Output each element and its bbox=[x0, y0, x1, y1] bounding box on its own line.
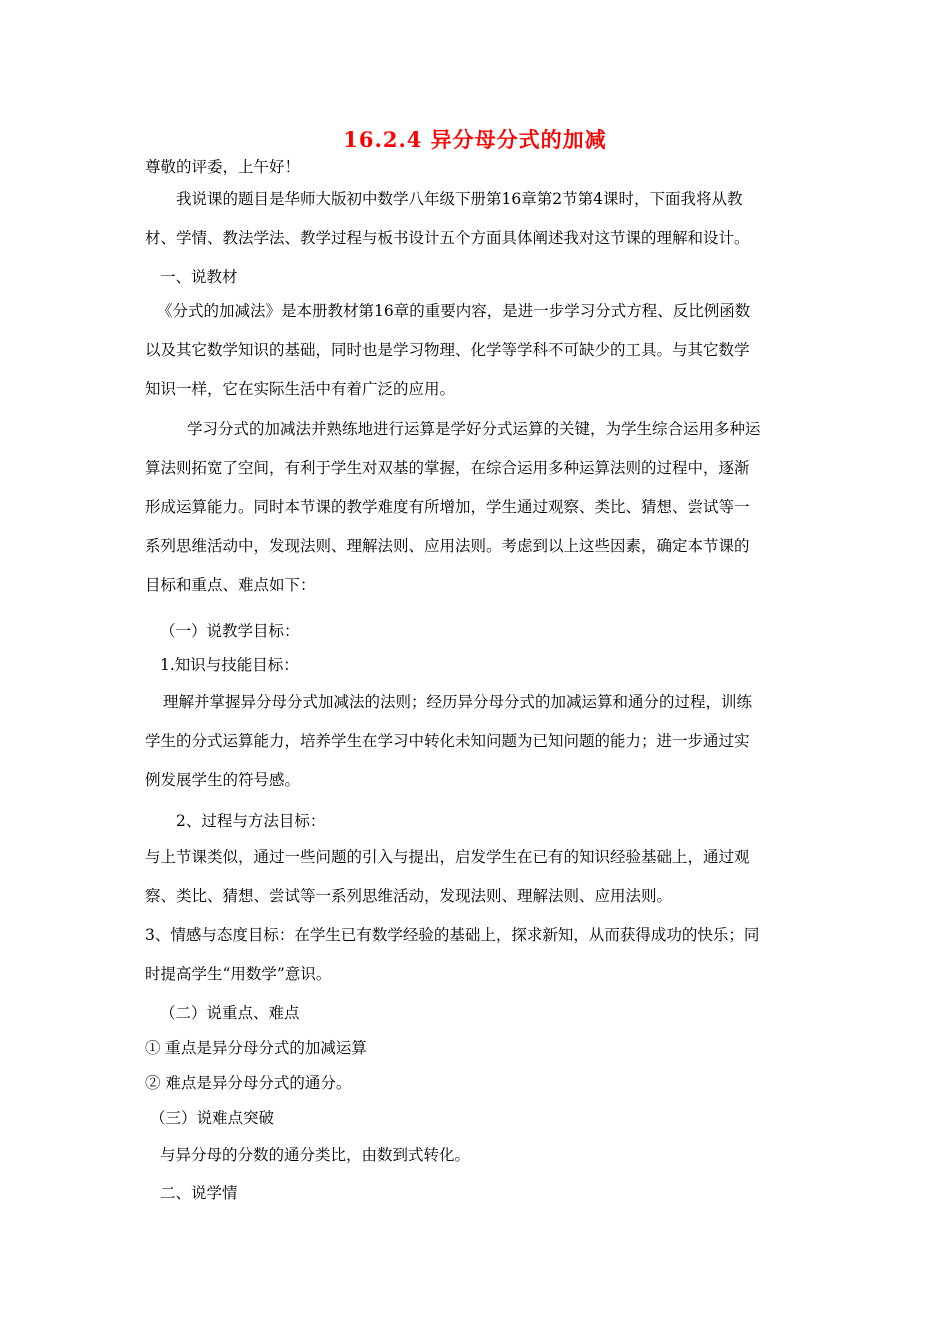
breakthrough-text: 与异分母的分数的通分类比，由数到式转化。 bbox=[160, 1146, 471, 1164]
goal1-line-3: 例发展学生的符号感。 bbox=[145, 771, 301, 789]
sub3-heading: （三）说难点突破 bbox=[150, 1109, 275, 1127]
goal3-line-2: 时提高学生“用数学”意识。 bbox=[145, 965, 332, 983]
importance-line-2: 算法则拓宽了空间，有利于学生对双基的掌握，在综合运用多种运算法则的过程中，逐渐 bbox=[145, 459, 750, 477]
intro-line-1: 我说课的题目是华师大版初中数学八年级下册第16章第2节第4课时，下面我将从教 bbox=[176, 190, 743, 208]
goal1-line-2: 学生的分式运算能力，培养学生在学习中转化未知问题为已知问题的能力；进一步通过实 bbox=[145, 732, 750, 750]
section2-heading: 二、说学情 bbox=[160, 1184, 238, 1202]
intro-paragraph bbox=[145, 180, 810, 258]
textbook-line-1: 《分式的加减法》是本册教材第16章的重要内容，是进一步学习分式方程、反比例函数 bbox=[157, 302, 751, 320]
document-title: 16.2.4 异分母分式的加减 bbox=[343, 127, 607, 152]
textbook-line-2: 以及其它数学知识的基础，同时也是学习物理、化学等学科不可缺少的工具。与其它数学 bbox=[145, 341, 750, 359]
key-point: ① 重点是异分母分式的加减运算 bbox=[145, 1039, 367, 1057]
importance-line-4: 系列思维活动中，发现法则、理解法则、应用法则。考虑到以上这些因素，确定本节课的 bbox=[145, 537, 750, 555]
goal1-paragraph bbox=[145, 683, 810, 800]
goal2-paragraph bbox=[145, 838, 810, 916]
goal3-line-1: 3、情感与态度目标：在学生已有数学经验的基础上，探求新知，从而获得成功的快乐；同 bbox=[145, 926, 760, 944]
goal2-line-1: 与上节课类似，通过一些问题的引入与提出，启发学生在已有的知识经验基础上，通过观 bbox=[145, 848, 750, 866]
greeting: 尊敬的评委，上午好！ bbox=[145, 158, 301, 176]
intro-line-2: 材、学情、教法学法、教学过程与板书设计五个方面具体阐述我对这节课的理解和设计。 bbox=[145, 229, 750, 247]
difficult-point: ② 难点是异分母分式的通分。 bbox=[145, 1074, 352, 1092]
importance-paragraph bbox=[145, 410, 810, 605]
textbook-line-3: 知识一样，它在实际生活中有着广泛的应用。 bbox=[145, 380, 456, 398]
section1-heading: 一、说教材 bbox=[160, 268, 238, 286]
sub2-heading: （二）说重点、难点 bbox=[160, 1004, 300, 1022]
goal3-paragraph bbox=[145, 916, 810, 994]
goal1-heading: 1.知识与技能目标： bbox=[160, 656, 299, 674]
goal2-heading: 2、过程与方法目标： bbox=[176, 812, 326, 830]
importance-line-3: 形成运算能力。同时本节课的教学难度有所增加，学生通过观察、类比、猜想、尝试等一 bbox=[145, 498, 750, 516]
sub1-heading: （一）说教学目标： bbox=[160, 622, 300, 640]
goal1-line-1: 理解并掌握异分母分式加减法的法则；经历异分母分式的加减运算和通分的过程，训练 bbox=[163, 693, 753, 711]
importance-line-5: 目标和重点、难点如下： bbox=[145, 576, 316, 594]
goal2-line-2: 察、类比、猜想、尝试等一系列思维活动，发现法则、理解法则、应用法则。 bbox=[145, 887, 673, 905]
textbook-paragraph bbox=[145, 292, 810, 409]
importance-line-1: 学习分式的加减法并熟练地进行运算是学好分式运算的关键，为学生综合运用多种运 bbox=[187, 420, 761, 438]
